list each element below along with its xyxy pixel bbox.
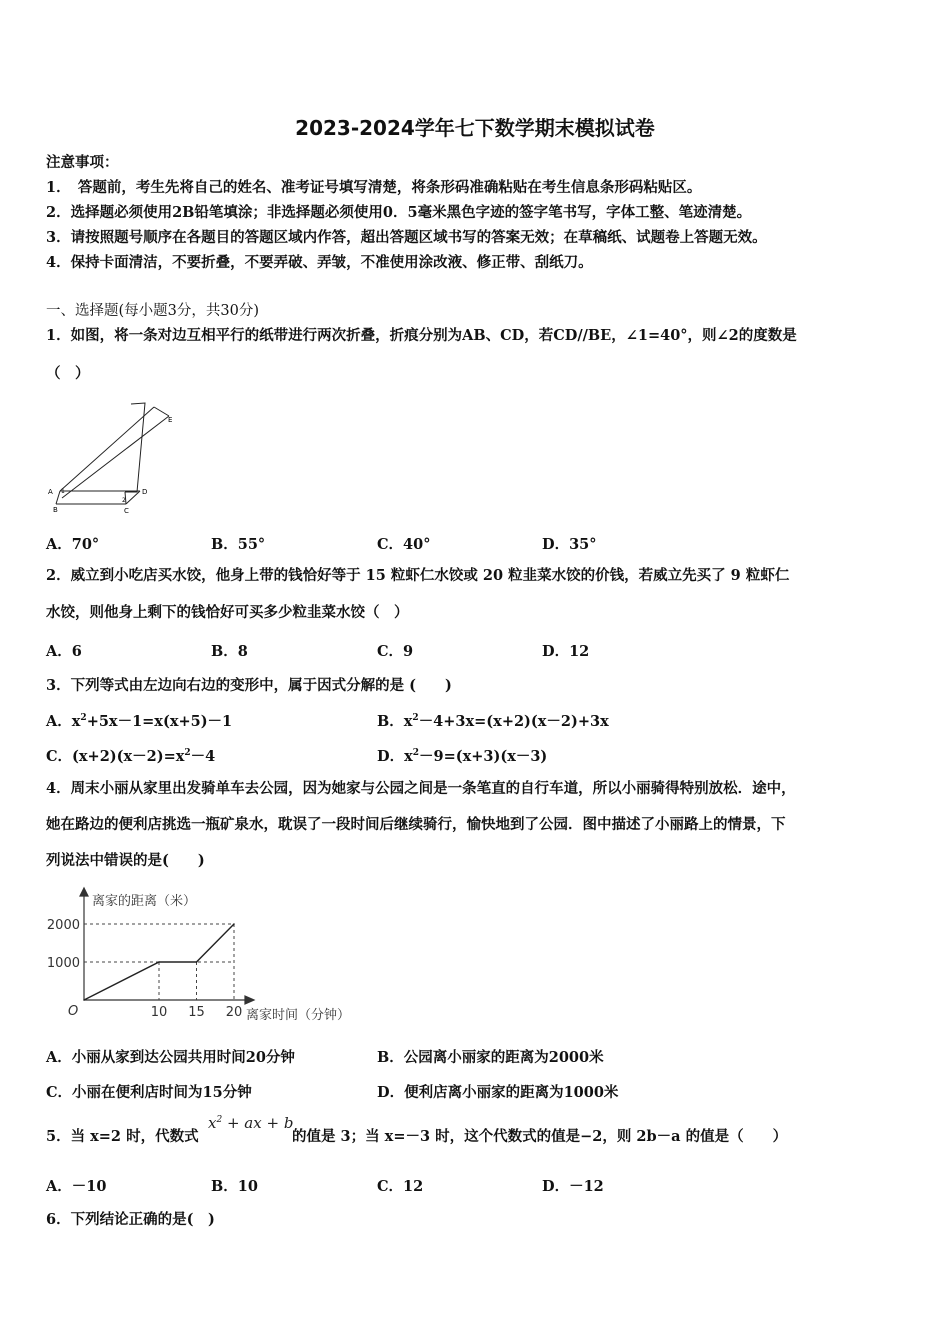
strip-horizontal-left: [56, 491, 60, 504]
q5-option-b[interactable]: B．10: [211, 1178, 258, 1195]
option-text: x: [71, 713, 81, 730]
q5-option-c[interactable]: C．12: [377, 1178, 424, 1195]
expr-exponent: 2: [216, 1115, 223, 1125]
algebraic-expression: [208, 1114, 293, 1132]
question-4-stem-cont: 她在路边的便利店挑选一瓶矿泉水，耽误了一段时间后继续骑行，愉快地到了公园．图中描述了小丽路上的情景，下: [46, 816, 786, 833]
label-e: E: [168, 416, 173, 424]
label-a: A: [48, 488, 53, 496]
option-text: －4: [190, 748, 216, 765]
question-5-stem-cont: 的值是 3；当 x=－3 时，这个代数式的值是−2，则 2b－a 的值是（ ）: [292, 1128, 788, 1145]
exponent: 2: [80, 713, 87, 724]
label-angle-2: 2: [122, 497, 126, 504]
question-5-stem: 5．当 x=2 时，代数式: [46, 1128, 199, 1145]
q5-option-d[interactable]: D．－12: [542, 1178, 604, 1195]
option-text: x: [404, 748, 413, 765]
q4-option-d[interactable]: D．便利店离小丽家的距离为1000米: [377, 1084, 619, 1101]
page-title: 2023-2024学年七下数学期末模拟试卷: [295, 116, 655, 140]
q5-option-a[interactable]: A．－10: [46, 1178, 107, 1195]
option-text: +5x－1=x(x+5)－1: [86, 713, 233, 730]
y-tick-label: 2000: [46, 918, 80, 933]
question-1-stem-cont: （ ）: [46, 365, 90, 382]
exponent: 2: [184, 748, 191, 759]
question-4-stem-cont: 列说法中错误的是( ): [46, 852, 205, 869]
question-6-stem: 6．下列结论正确的是( ): [46, 1211, 215, 1228]
q2-option-c[interactable]: C．9: [377, 643, 414, 660]
q2-option-a[interactable]: A．6: [46, 643, 82, 660]
label-b: B: [53, 506, 58, 514]
q2-option-b[interactable]: B．8: [211, 643, 248, 660]
notice-item: 1． 答题前，考生先将自己的姓名、准考证号填写清楚，将条形码准确粘贴在考生信息条形码粘贴区。: [46, 179, 702, 196]
data-point: [158, 961, 160, 963]
question-2-stem: 2．威立到小吃店买水饺，他身上带的钱恰好等于 15 粒虾仁水饺或 20 粒韭菜水饺的价钱，若威立先买了 9 粒虾仁: [46, 567, 790, 584]
option-label: A．: [46, 713, 72, 730]
exponent: 2: [412, 748, 419, 759]
question-3-stem: 3．下列等式由左边向右边的变形中，属于因式分解的是 ( ): [46, 677, 452, 694]
q4-option-c[interactable]: C．小丽在便利店时间为15分钟: [46, 1084, 252, 1101]
question-4-stem: 4．周末小丽从家里出发骑单车去公园，因为她家与公园之间是一条笔直的自行车道，所以小丽骑得特别放松．途中，: [46, 780, 796, 797]
option-text: (x+2)(x－2)=x: [72, 748, 185, 765]
label-c: C: [124, 507, 129, 515]
q1-option-c[interactable]: C．40°: [377, 536, 431, 553]
notice-item: 4．保持卡面清洁，不要折叠，不要弄破、弄皱，不准使用涂改液、修正带、刮纸刀。: [46, 254, 593, 271]
option-text: x: [403, 713, 413, 730]
q2-option-d[interactable]: D．12: [542, 643, 590, 660]
question-1-stem: 1．如图，将一条对边互相平行的纸带进行两次折叠，折痕分别为AB、CD，若CD//BE，∠1=40°，则∠2的度数是: [46, 327, 797, 344]
option-label: C．: [46, 748, 73, 765]
notice-item: 3．请按照题号顺序在各题目的答题区域内作答，超出答题区域书写的答案无效；在草稿纸、试题卷上答题无效。: [46, 229, 767, 246]
question-2-stem-cont: 水饺，则他身上剩下的钱恰好可买多少粒韭菜水饺（ ）: [46, 604, 409, 621]
q3-option-a[interactable]: [46, 710, 232, 731]
notice-item: 2．选择题必须使用2B铅笔填涂；非选择题必须使用0．5毫米黑色字迹的签字笔书写，字体工整、笔迹清楚。: [46, 204, 752, 221]
option-label: D．: [377, 748, 405, 765]
q3-option-d[interactable]: [377, 745, 547, 766]
expr-var: x: [208, 1114, 217, 1132]
q3-option-c[interactable]: [46, 745, 215, 766]
x-axis-arrow: [245, 996, 254, 1004]
origin-label: O: [68, 1004, 79, 1019]
option-text: －4+3x=(x+2)(x－2)+3x: [418, 713, 609, 730]
section-heading: 一、选择题(每小题3分，共30分): [46, 303, 259, 319]
x-axis-label: 离家时间（分钟）: [246, 1008, 351, 1023]
data-point: [196, 961, 198, 963]
label-angle-1: 1: [61, 488, 65, 495]
y-axis-label: 离家的距离（米）: [92, 894, 197, 909]
notice-heading: 注意事项：: [46, 154, 119, 171]
q1-option-b[interactable]: B．55°: [211, 536, 266, 553]
y-axis-arrow: [80, 888, 88, 896]
x-tick-label: 20: [225, 1005, 243, 1020]
option-label: B．: [377, 713, 404, 730]
x-tick-label: 15: [188, 1005, 205, 1020]
q3-option-b[interactable]: [377, 710, 609, 731]
strip-horizontal-right: [126, 491, 140, 504]
y-tick-label: 1000: [46, 956, 80, 971]
strip-diagonal-lower: [60, 407, 154, 491]
strip-diagonal-upper: [62, 416, 169, 498]
label-d: D: [142, 488, 148, 496]
data-point: [83, 999, 85, 1001]
x-tick-label: 10: [150, 1005, 168, 1020]
exponent: 2: [412, 713, 419, 724]
q1-option-a[interactable]: A．70°: [46, 536, 100, 553]
option-text: －9=(x+3)(x－3): [419, 748, 548, 765]
q4-option-b[interactable]: B．公园离小丽家的距离为2000米: [377, 1049, 604, 1066]
expr-rest: + ax + b: [222, 1114, 294, 1132]
fold-figure: [44, 398, 184, 518]
data-point: [233, 923, 235, 925]
q1-option-d[interactable]: D．35°: [542, 536, 597, 553]
q4-option-a[interactable]: A．小丽从家到达公园共用时间20分钟: [46, 1049, 295, 1066]
strip-diagonal-end: [154, 407, 169, 416]
distance-time-chart: [40, 886, 380, 1031]
